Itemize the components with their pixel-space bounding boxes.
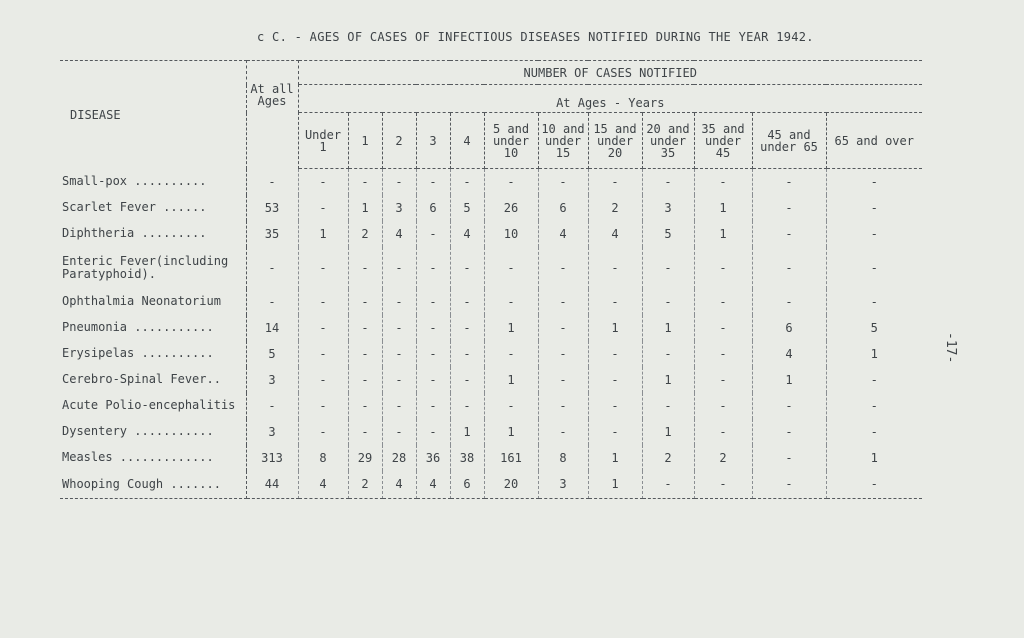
age-count-cell: 28 (382, 445, 416, 471)
age-count-cell: - (348, 341, 382, 367)
age-count-cell: - (694, 419, 752, 445)
table-row (60, 195, 922, 221)
age-count-cell: - (484, 247, 538, 289)
age-count-cell: - (484, 393, 538, 419)
table-row (60, 367, 922, 393)
age-count-cell: 4 (416, 471, 450, 499)
age-count-cell: 161 (484, 445, 538, 471)
age-count-cell: 6 (416, 195, 450, 221)
age-count-cell: - (298, 315, 348, 341)
header-number-notified: NUMBER OF CASES NOTIFIED (298, 61, 922, 85)
age-count-cell: 3 (538, 471, 588, 499)
age-count-cell: 6 (752, 315, 826, 341)
age-count-cell: 10 (484, 221, 538, 247)
total-cell: - (246, 247, 298, 289)
age-count-cell: 1 (450, 419, 484, 445)
table-row (60, 471, 922, 499)
age-count-cell: - (382, 247, 416, 289)
total-cell: 53 (246, 195, 298, 221)
age-count-cell: - (752, 471, 826, 499)
age-count-cell: 36 (416, 445, 450, 471)
table-body (60, 169, 922, 499)
age-count-cell: 2 (694, 445, 752, 471)
age-count-cell: 29 (348, 445, 382, 471)
age-count-cell: - (298, 393, 348, 419)
age-count-cell: - (752, 445, 826, 471)
age-count-cell: - (642, 289, 694, 315)
age-count-cell: 1 (694, 195, 752, 221)
age-count-cell: - (826, 247, 922, 289)
total-cell: 3 (246, 367, 298, 393)
age-count-cell: 5 (450, 195, 484, 221)
age-count-cell: - (348, 169, 382, 195)
disease-name: Erysipelas .......... (60, 341, 246, 367)
age-count-cell: - (416, 341, 450, 367)
age-count-cell: - (694, 341, 752, 367)
age-count-cell: - (826, 169, 922, 195)
disease-name: Whooping Cough ....... (60, 471, 246, 499)
age-count-cell: 2 (348, 471, 382, 499)
age-count-cell: 4 (298, 471, 348, 499)
age-count-cell: - (588, 367, 642, 393)
infectious-diseases-table (60, 60, 922, 499)
age-count-cell: - (826, 419, 922, 445)
age-count-cell: - (450, 289, 484, 315)
age-count-cell: - (382, 393, 416, 419)
age-count-cell: - (538, 419, 588, 445)
disease-name: Scarlet Fever ...... (60, 195, 246, 221)
age-count-cell: - (348, 315, 382, 341)
age-count-cell: - (694, 367, 752, 393)
total-cell: - (246, 289, 298, 315)
age-count-cell: - (298, 247, 348, 289)
age-count-cell: - (450, 367, 484, 393)
age-count-cell: - (642, 341, 694, 367)
age-count-cell: - (588, 393, 642, 419)
age-count-cell: - (416, 221, 450, 247)
table-row (60, 247, 922, 289)
header-at-ages: At Ages - Years (298, 85, 922, 113)
age-count-cell: - (538, 247, 588, 289)
age-group-header: 45 and under 65 (752, 113, 826, 169)
age-count-cell: - (826, 393, 922, 419)
age-group-header: 35 and under 45 (694, 113, 752, 169)
age-count-cell: 1 (642, 315, 694, 341)
age-count-cell: - (642, 393, 694, 419)
age-count-cell: 1 (694, 221, 752, 247)
disease-name: Cerebro-Spinal Fever.. (60, 367, 246, 393)
age-count-cell: 1 (348, 195, 382, 221)
age-count-cell: - (826, 221, 922, 247)
age-count-cell: - (484, 289, 538, 315)
age-count-cell: - (382, 367, 416, 393)
age-count-cell: - (694, 169, 752, 195)
age-count-cell: 4 (588, 221, 642, 247)
age-count-cell: - (416, 419, 450, 445)
age-count-cell: 2 (588, 195, 642, 221)
age-count-cell: 1 (588, 315, 642, 341)
age-count-cell: - (694, 393, 752, 419)
disease-name: Enteric Fever(including Paratyphoid). (60, 247, 246, 289)
age-count-cell: - (348, 247, 382, 289)
age-count-cell: 8 (298, 445, 348, 471)
age-count-cell: 4 (538, 221, 588, 247)
age-count-cell: 3 (382, 195, 416, 221)
age-count-cell: 5 (826, 315, 922, 341)
age-count-cell: - (752, 393, 826, 419)
total-cell: 35 (246, 221, 298, 247)
age-count-cell: 4 (450, 221, 484, 247)
age-group-header: 65 and over (826, 113, 922, 169)
age-group-header: 20 and under 35 (642, 113, 694, 169)
age-count-cell: - (642, 247, 694, 289)
disease-name: Acute Polio-encephalitis (60, 393, 246, 419)
age-count-cell: - (298, 419, 348, 445)
age-count-cell: - (416, 289, 450, 315)
age-count-cell: - (298, 169, 348, 195)
age-count-cell: 20 (484, 471, 538, 499)
age-group-header: 1 (348, 113, 382, 169)
age-count-cell: - (694, 315, 752, 341)
age-count-cell: 4 (382, 471, 416, 499)
age-count-cell: - (450, 247, 484, 289)
age-count-cell: - (826, 195, 922, 221)
age-count-cell: 1 (642, 367, 694, 393)
age-count-cell: - (348, 367, 382, 393)
age-count-cell: - (416, 393, 450, 419)
age-count-cell: 1 (484, 367, 538, 393)
age-group-header: 5 and under 10 (484, 113, 538, 169)
age-count-cell: 1 (826, 341, 922, 367)
age-count-cell: - (588, 419, 642, 445)
age-count-cell: - (826, 367, 922, 393)
age-count-cell: 1 (484, 419, 538, 445)
age-count-cell: - (752, 419, 826, 445)
age-count-cell: - (416, 367, 450, 393)
total-cell: 3 (246, 419, 298, 445)
table-row (60, 221, 922, 247)
total-cell: 44 (246, 471, 298, 499)
age-count-cell: - (588, 341, 642, 367)
table-row (60, 315, 922, 341)
age-count-cell: - (298, 195, 348, 221)
age-count-cell: 38 (450, 445, 484, 471)
age-count-cell: - (450, 315, 484, 341)
age-count-cell: - (416, 169, 450, 195)
age-count-cell: 1 (484, 315, 538, 341)
age-count-cell: 2 (348, 221, 382, 247)
age-count-cell: - (382, 169, 416, 195)
age-count-cell: - (450, 341, 484, 367)
table-row (60, 341, 922, 367)
age-count-cell: 1 (826, 445, 922, 471)
age-group-header: 2 (382, 113, 416, 169)
age-count-cell: - (642, 169, 694, 195)
age-group-header: 3 (416, 113, 450, 169)
disease-name: Ophthalmia Neonatorium (60, 289, 246, 315)
age-count-cell: - (298, 367, 348, 393)
disease-name: Diphtheria ......... (60, 221, 246, 247)
age-count-cell: - (538, 169, 588, 195)
age-group-header: 10 and under 15 (538, 113, 588, 169)
age-count-cell: 4 (382, 221, 416, 247)
age-count-cell: - (752, 169, 826, 195)
age-count-cell: - (694, 289, 752, 315)
page-number: -17- (943, 332, 958, 364)
age-count-cell: - (450, 393, 484, 419)
age-count-cell: - (752, 247, 826, 289)
age-group-header: 4 (450, 113, 484, 169)
age-count-cell: - (382, 315, 416, 341)
disease-name: Pneumonia ........... (60, 315, 246, 341)
age-count-cell: - (538, 315, 588, 341)
total-cell: - (246, 393, 298, 419)
age-count-cell: 8 (538, 445, 588, 471)
age-count-cell: - (450, 169, 484, 195)
total-cell: - (246, 169, 298, 195)
disease-name: Dysentery ........... (60, 419, 246, 445)
age-count-cell: 2 (642, 445, 694, 471)
total-cell: 313 (246, 445, 298, 471)
age-count-cell: - (538, 367, 588, 393)
age-count-cell: - (348, 419, 382, 445)
age-count-cell: - (382, 289, 416, 315)
age-count-cell: 1 (588, 445, 642, 471)
age-count-cell: - (588, 247, 642, 289)
age-count-cell: - (588, 289, 642, 315)
age-count-cell: - (752, 221, 826, 247)
age-count-cell: - (348, 393, 382, 419)
table-row (60, 445, 922, 471)
total-cell: 14 (246, 315, 298, 341)
age-count-cell: - (382, 341, 416, 367)
age-count-cell: 5 (642, 221, 694, 247)
age-count-cell: - (826, 289, 922, 315)
age-count-cell: - (826, 471, 922, 499)
page-title: c C. - AGES OF CASES OF INFECTIOUS DISEASES NOTIFIED DURING THE YEAR 1942. (257, 30, 814, 44)
age-count-cell: - (538, 289, 588, 315)
age-count-cell: - (298, 289, 348, 315)
age-count-cell: - (298, 341, 348, 367)
age-count-cell: - (694, 247, 752, 289)
age-count-cell: - (752, 195, 826, 221)
age-count-cell: 4 (752, 341, 826, 367)
age-count-cell: 6 (538, 195, 588, 221)
disease-name: Measles ............. (60, 445, 246, 471)
age-group-header: Under 1 (298, 113, 348, 169)
header-disease: DISEASE (60, 61, 246, 169)
age-count-cell: - (538, 393, 588, 419)
age-count-cell: - (588, 169, 642, 195)
age-count-cell: - (348, 289, 382, 315)
age-group-header: 15 and under 20 (588, 113, 642, 169)
age-count-cell: - (752, 289, 826, 315)
age-count-cell: 1 (752, 367, 826, 393)
disease-name: Small-pox .......... (60, 169, 246, 195)
age-count-cell: - (416, 247, 450, 289)
table-row (60, 289, 922, 315)
age-count-cell: - (642, 471, 694, 499)
age-count-cell: 6 (450, 471, 484, 499)
age-count-cell: - (484, 169, 538, 195)
age-count-cell: - (694, 471, 752, 499)
table-row (60, 169, 922, 195)
header-at-all-ages: At all Ages (246, 61, 298, 169)
age-count-cell: 1 (642, 419, 694, 445)
total-cell: 5 (246, 341, 298, 367)
age-count-cell: - (382, 419, 416, 445)
table-row (60, 419, 922, 445)
age-count-cell: 26 (484, 195, 538, 221)
age-count-cell: 3 (642, 195, 694, 221)
age-count-cell: - (538, 341, 588, 367)
age-count-cell: 1 (588, 471, 642, 499)
age-count-cell: - (416, 315, 450, 341)
age-count-cell: 1 (298, 221, 348, 247)
table-row (60, 393, 922, 419)
age-count-cell: - (484, 341, 538, 367)
